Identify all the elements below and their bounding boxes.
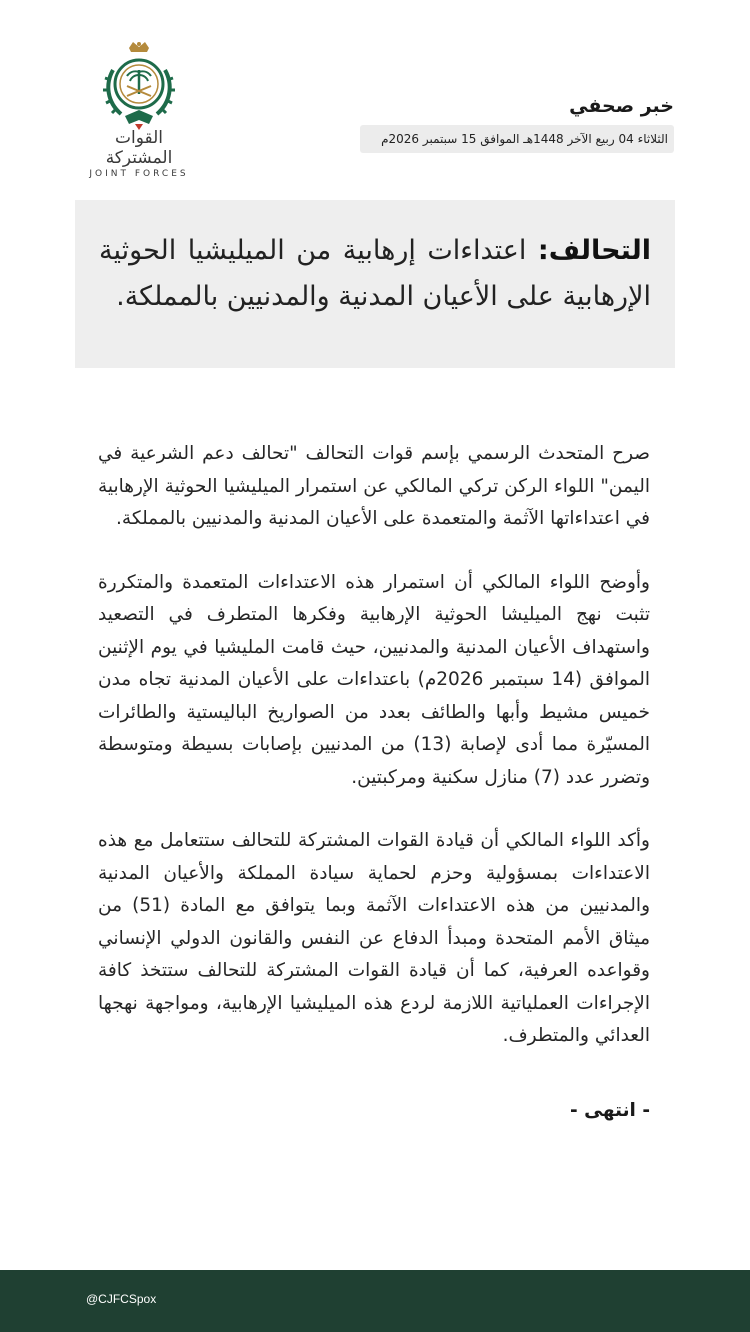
logo-arabic-name: القوات المشتركة — [105, 128, 173, 168]
logo-english-name: JOINT FORCES — [89, 169, 189, 179]
footer-bar — [0, 1270, 750, 1332]
paragraph-1: صرح المتحدث الرسمي بإسم قوات التحالف "تحالف دعم الشرعية في اليمن" اللواء الركن تركي المالكي عن استمرار الميليشيا الحوثية الإرهابية في اعتداءاتها الآثمة والمتعمدة على الأعيان المدنية والمدنيين بالمملكة. — [98, 443, 650, 529]
headline-box — [75, 200, 675, 368]
headline-keyword: التحالف: — [537, 235, 651, 266]
headline — [99, 228, 651, 320]
headline-text: اعتداءات إرهابية من الميليشيا الحوثية الإرهابية على الأعيان المدنية والمدنيين بالمملكة. — [99, 235, 651, 312]
article-body — [98, 438, 650, 1084]
joint-forces-logo — [80, 40, 198, 179]
paragraph-2: وأوضح اللواء المالكي أن استمرار هذه الاعتداءات المتعمدة والمتكررة تثبت نهج الميليشا الحوثية الإرهابية وفكرها المتطرف في التصعيد واستهداف الأعيان المدنية والمدنيين، حيث قامت المليشيا في يوم الإثنين الموافق (14 سبتمبر 2026م) باعتداءات على الأعيان المدنية تجاه مدن خميس مشيط وأبها والطائف بعدد من الصواريخ الباليستية والطائرات المسيّرة مما أدى لإصابة (13) من المدنيين بإصابات بسيطة ومتوسطة وتضرر عدد (7) منازل سكنية ومركبتين. — [98, 571, 651, 788]
social-handle: @CJFCSpox — [86, 1292, 157, 1306]
end-marker: - انتهى - — [569, 1100, 650, 1121]
joint-forces-emblem-icon — [91, 40, 187, 132]
date-badge: الثلاثاء 04 ربيع الآخر 1448هـ الموافق 15 سبتمبر 2026م — [360, 125, 674, 153]
press-release-label: خبر صحفي — [569, 95, 674, 117]
paragraph-3: وأكد اللواء المالكي أن قيادة القوات المشتركة للتحالف ستتعامل مع هذه الاعتداءات بمسؤولية وحزم لحماية سيادة المملكة والأعيان المدنية والمدنيين من هذه الاعتداءات الآثمة وبما يتوافق مع المادة (51) من ميثاق الأمم المتحدة ومبدأ الدفاع عن النفس والقانون الدولي الإنساني وقواعده العرفية، كما أن قيادة القوات المشتركة للتحالف ستتخذ كافة الإجراءات العملياتية اللازمة لردع هذه الميليشيا الإرهابية، ومواجهة نهجها العدائي والمتطرف. — [98, 830, 650, 1046]
